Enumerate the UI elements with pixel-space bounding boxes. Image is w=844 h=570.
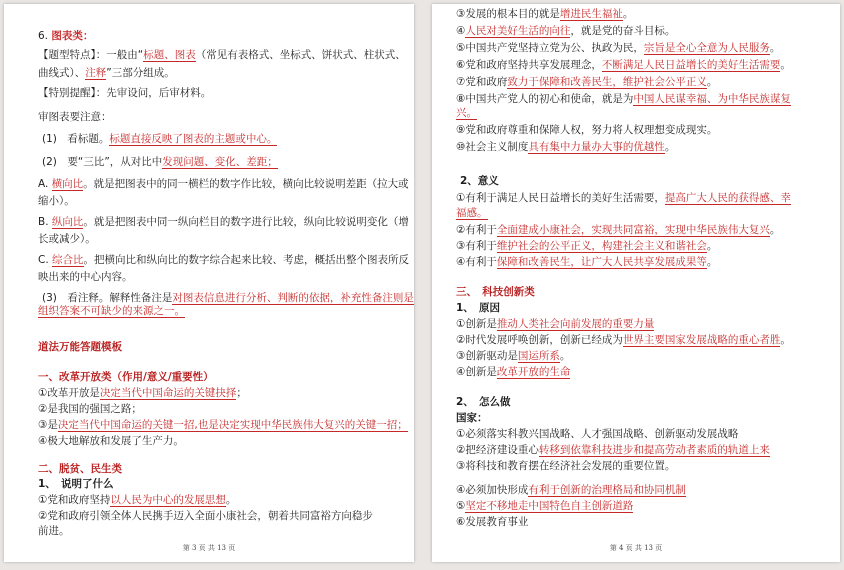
significance-point-4: ④有利于保障和改善民生，让广大人民共享发展成果等。 [456, 256, 718, 268]
tech-how-5: ⑤坚定不移地走中国特色自主创新道路 [456, 500, 634, 512]
feature-line-1: 【题型特点】：一般由“标题、图表（常见有表格式、坐标式、饼状式、柱状式、 [38, 49, 406, 61]
poverty-section-heading: 二、脱贫、民生类 [38, 463, 122, 475]
significance-heading: 2、意义 [460, 175, 499, 187]
tech-reason-heading: 1、 原因 [456, 302, 501, 314]
tech-reason-1: ①创新是推动人类社会向前发展的重要力量 [456, 318, 655, 330]
chart-review-note: 审图表要注意： [38, 111, 112, 123]
tech-how-3: ③将科技和教育摆在经济社会发展的重要位置。 [456, 460, 676, 472]
reform-point-3: ③是决定当代中国命运的关键一招,也是决定实现中华民族伟大复兴的关键一招； [38, 419, 408, 431]
reform-section-heading: 一、改革开放类（作用/意义/重要性） [38, 371, 214, 383]
step-look-notes-cont: 组织答案不可缺少的来源之一。 [38, 305, 185, 317]
tech-how-1: ①必须落实科教兴国战略、人才强国战略、创新驱动发展战略 [456, 428, 739, 440]
livelihood-point-3: ③发展的根本目的就是增进民生福祉。 [456, 8, 634, 20]
poverty-point-2: ②党和政府引领全体人民携手迈入全面小康社会，朝着共同富裕方向稳步 [38, 510, 373, 522]
special-reminder: 【特别提醒】：先审设问，后审材料。 [38, 87, 212, 99]
significance-point-2: ②有利于全面建成小康社会，实现共同富裕，实现中华民族伟大复兴。 [456, 224, 781, 236]
livelihood-point-5: ⑤中国共产党坚持立党为公、执政为民，宗旨是全心全意为人民服务。 [456, 42, 781, 54]
significance-point-1-cont: 福感。 [456, 207, 488, 219]
step-three-compare: (2) 要“三比”，从对比中发现问题、变化、差距； [42, 156, 278, 168]
tech-reason-4: ④创新是改革开放的生命 [456, 366, 571, 378]
horizontal-compare-cont: 缩小）。 [38, 195, 75, 207]
livelihood-point-7: ⑦党和政府致力于保障和改善民生，维护社会公平正义。 [456, 76, 718, 88]
livelihood-point-6: ⑥党和政府坚持共享发展理念，不断满足人民日益增长的美好生活需要。 [456, 59, 791, 71]
step-look-notes: (3) 看注释。解释性备注是对图表信息进行分析、判断的依据，补充性备注则是 [42, 292, 414, 304]
tech-how-6: ⑥发展教育事业 [456, 516, 529, 528]
livelihood-point-8: ⑧中国共产党人的初心和使命，就是为中国人民谋幸福、为中华民族谋复 [456, 93, 791, 105]
page-footer: 第 3 页 共 13 页 [182, 544, 236, 552]
section-heading-charts: 6. 图表类： [38, 30, 94, 42]
vertical-compare: B. 纵向比。就是把图表中同一纵向栏目的数字进行比较，纵向比较说明变化（增 [38, 216, 409, 228]
tech-how-country: 国家： [456, 412, 488, 424]
tech-reason-3: ③创新驱动是国运所系。 [456, 350, 571, 362]
tech-how-4: ④必须加快形成有利于创新的治理格局和协同机制 [456, 484, 686, 496]
livelihood-point-4: ④人民对美好生活的向往，就是党的奋斗目标。 [456, 25, 676, 37]
vertical-compare-cont: 长或减少）。 [38, 233, 96, 245]
feature-line-2: 曲线式）、注释”三部分组成。 [38, 67, 175, 79]
significance-point-1: ①有利于满足人民日益增长的美好生活需要，提高广大人民的获得感、幸 [456, 192, 791, 204]
tech-section-heading: 三、 科技创新类 [456, 286, 535, 298]
tech-reason-2: ②时代发展呼唤创新，创新已经成为世界主要国家发展战略的重心者胜。 [456, 334, 791, 346]
significance-point-3: ③有利于维护社会的公平正义，构建社会主义和谐社会。 [456, 240, 718, 252]
tech-how-2: ②把经济建设重心转移到依靠科技进步和提高劳动者素质的轨道上来 [456, 444, 770, 456]
template-heading: 道法万能答题模板 [38, 341, 122, 353]
horizontal-compare: A. 横向比。就是把图表中的同一横栏的数字作比较，横向比较说明差距（拉大或 [38, 178, 409, 190]
livelihood-point-9: ⑨党和政府尊重和保障人权，努力将人权理想变成现实。 [456, 124, 718, 136]
document-page-4 [432, 4, 840, 562]
livelihood-point-8-cont: 兴。 [456, 107, 477, 119]
tech-how-heading: 2、 怎么做 [456, 396, 511, 408]
reform-point-4: ④极大地解放和发展了生产力。 [38, 435, 184, 447]
reform-point-2: ②是我国的强国之路； [38, 403, 142, 415]
reform-point-1: ①改革开放是决定当代中国命运的关键抉择； [38, 387, 247, 399]
poverty-point-2-cont: 前进。 [38, 525, 70, 537]
comprehensive-compare: C. 综合比。把横向比和纵向比的数字综合起来比较、考虑，概括出整个图表所反 [38, 254, 410, 266]
step-look-title: (1) 看标题。标题直接反映了图表的主题或中心。 [42, 133, 278, 145]
document-page-3 [4, 4, 414, 562]
poverty-point-1: ①党和政府坚持以人民为中心的发展思想。 [38, 494, 237, 506]
poverty-subheading: 1、 说明了什么 [38, 478, 114, 490]
comprehensive-compare-cont: 映出来的中心内容。 [38, 271, 133, 283]
livelihood-point-10: ⑩社会主义制度具有集中力量办大事的优越性。 [456, 141, 676, 153]
page-footer: 第 4 页 共 13 页 [609, 544, 663, 552]
